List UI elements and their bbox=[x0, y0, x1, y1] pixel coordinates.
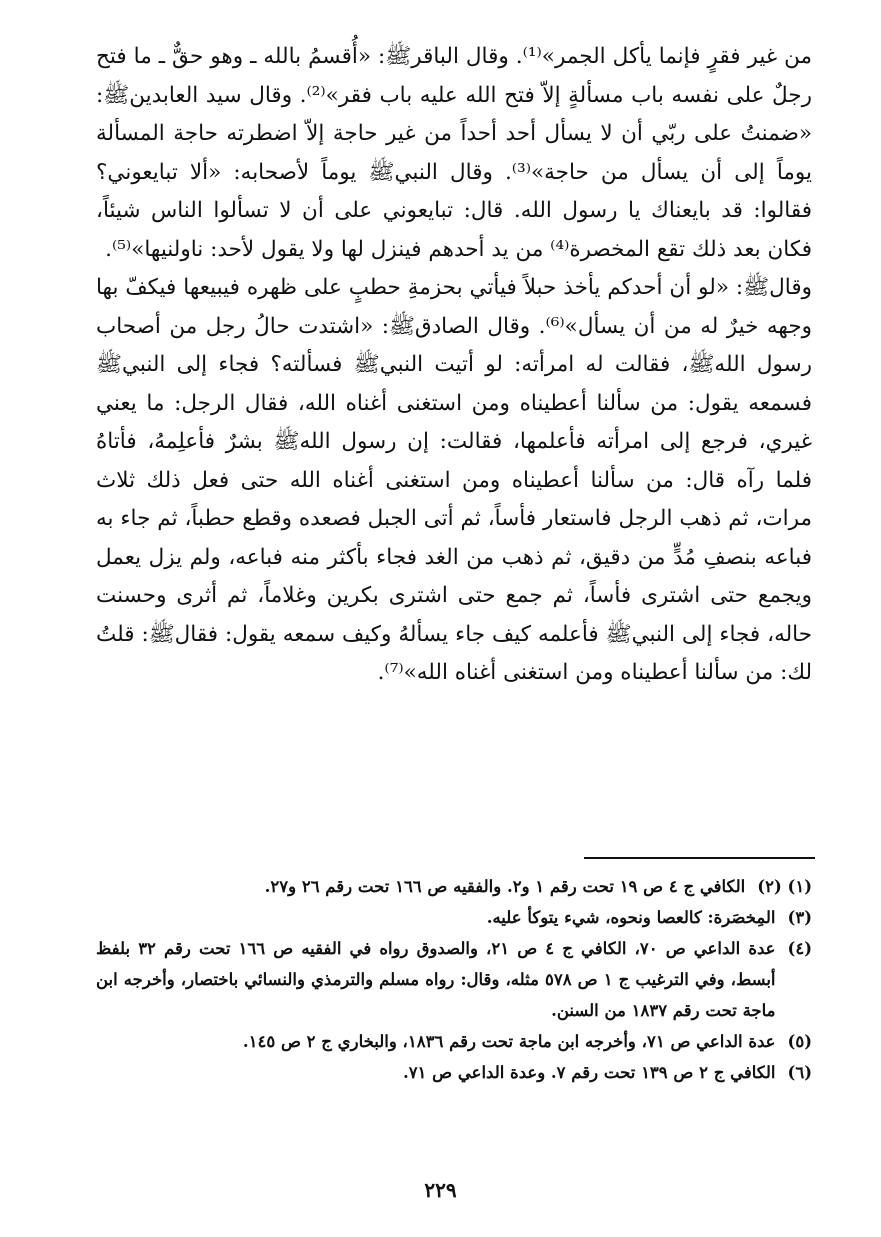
footnote-number: (٣) bbox=[787, 908, 812, 927]
footnote-number: (٥) bbox=[787, 1032, 812, 1051]
paragraph: وقالﷺ: «لو أن أحدكم يأخذ حبلاً فيأتي بحزمةِ حطبٍ على ظهره فيبيعها فيكفّ بها وجهه خيرٌ له من أن يسأل»⁽⁶⁾. وقال الصادقﷺ: «اشتدت حالُ رجل من أصحاب رسول اللهﷺ، فقالت له امرأته: لو أتيت النبيﷺ فسألته؟ فجاء إلى النبيﷺ فسمعه يقول: من سألنا أعطيناه ومن استغنى أغناه الله، فقال الرجل: ما يعني غيري، فرجع إلى امرأته فأعلمها، فقالت: إن رسول اللهﷺ بشرٌ فأعلِمهُ، فأتاهُ فلما رآه قال: من سألنا أعطيناه ومن استغنى أغناه الله حتى فعل ذلك ثلاث مرات، ثم ذهب الرجل فاستعار فأساً، ثم أتى الجبل فصعده وقطع حطباً، ثم جاء به فباعه بنصفِ مُدٍّ من دقيق، ثم ذهب من الغد فجاء بأكثر منه فباعه، ولم يزل يعمل ويجمع حتى اشترى فأساً، ثم جمع حتى اشترى بكرين وغلاماً، ثم أثرى وحسنت حاله، فجاء إلى النبيﷺ فأعلمه كيف جاء يسألهُ وكيف سمعه يقول: فقالﷺ: قلتُ لك: من سألنا أعطيناه ومن استغنى أغناه الله»⁽⁷⁾. bbox=[96, 275, 812, 685]
footnote-text: المِخصَرة: كالعصا ونحوه، شيء يتوكأ عليه. bbox=[486, 908, 776, 927]
footnote bbox=[96, 871, 812, 902]
page-number: ٢٢٩ bbox=[424, 1178, 457, 1202]
footnote-text: الكافي ج ٤ ص ١٩ تحت رقم ١ و٢. والفقيه ص ١٦٦ تحت رقم ٢٦ و٢٧. bbox=[264, 877, 746, 896]
footnote-text: الكافي ج ٢ ص ١٣٩ تحت رقم ٧. وعدة الداعي ص ٧١. bbox=[402, 1063, 776, 1082]
footnote-number: (١) (٢) bbox=[757, 877, 812, 896]
footnote bbox=[96, 1026, 812, 1057]
footnote-divider bbox=[584, 857, 815, 859]
page-body bbox=[96, 38, 812, 693]
footnote-text: عدة الداعي ص ٧٠، الكافي ج ٤ ص ٢١، والصدوق رواه في الفقيه ص ١٦٦ تحت رقم ٣٢ بلفظ أبسط، وفي الترغيب ج ١ ص ٥٧٨ مثله، وقال: رواه مسلم والترمذي والنسائي باختصار، وأخرجه ابن ماجة تحت رقم ١٨٣٧ من السنن. bbox=[96, 939, 776, 1020]
footnote bbox=[96, 1057, 812, 1088]
footnotes bbox=[96, 871, 812, 1088]
footnote-text: عدة الداعي ص ٧١، وأخرجه ابن ماجة تحت رقم ١٨٣٦، والبخاري ج ٢ ص ١٤٥. bbox=[242, 1032, 776, 1051]
footnote-number: (٤) bbox=[787, 939, 812, 958]
main-text bbox=[96, 38, 812, 693]
footnote-number: (٦) bbox=[787, 1063, 812, 1082]
footnote bbox=[96, 933, 812, 1026]
footnote bbox=[96, 902, 812, 933]
paragraph: من غير فقرٍ فإنما يأكل الجمر»⁽¹⁾. وقال الباقرﷺ: «أُقسمُ بالله ـ وهو حقٌّ ـ ما فتح رجلٌ على نفسه باب مسألةٍ إلاّ فتح الله عليه باب فقر»⁽²⁾. وقال سيد العابدينﷺ: «ضمنتُ على ربّي أن لا يسأل أحد أحداً من غير حاجة إلاّ اضطرته حاجة المسألة يوماً إلى أن يسأل من حاجة»⁽³⁾. وقال النبيﷺ يوماً لأصحابه: «ألا تبايعوني؟ فقالوا: قد بايعناك يا رسول الله. قال: تبايعوني على أن لا تسألوا الناس شيئاً، فكان بعد ذلك تقع المخصرة⁽⁴⁾ من يد أحدهم فينزل لها ولا يقول لأحد: ناولنيها»⁽⁵⁾. bbox=[96, 44, 812, 262]
